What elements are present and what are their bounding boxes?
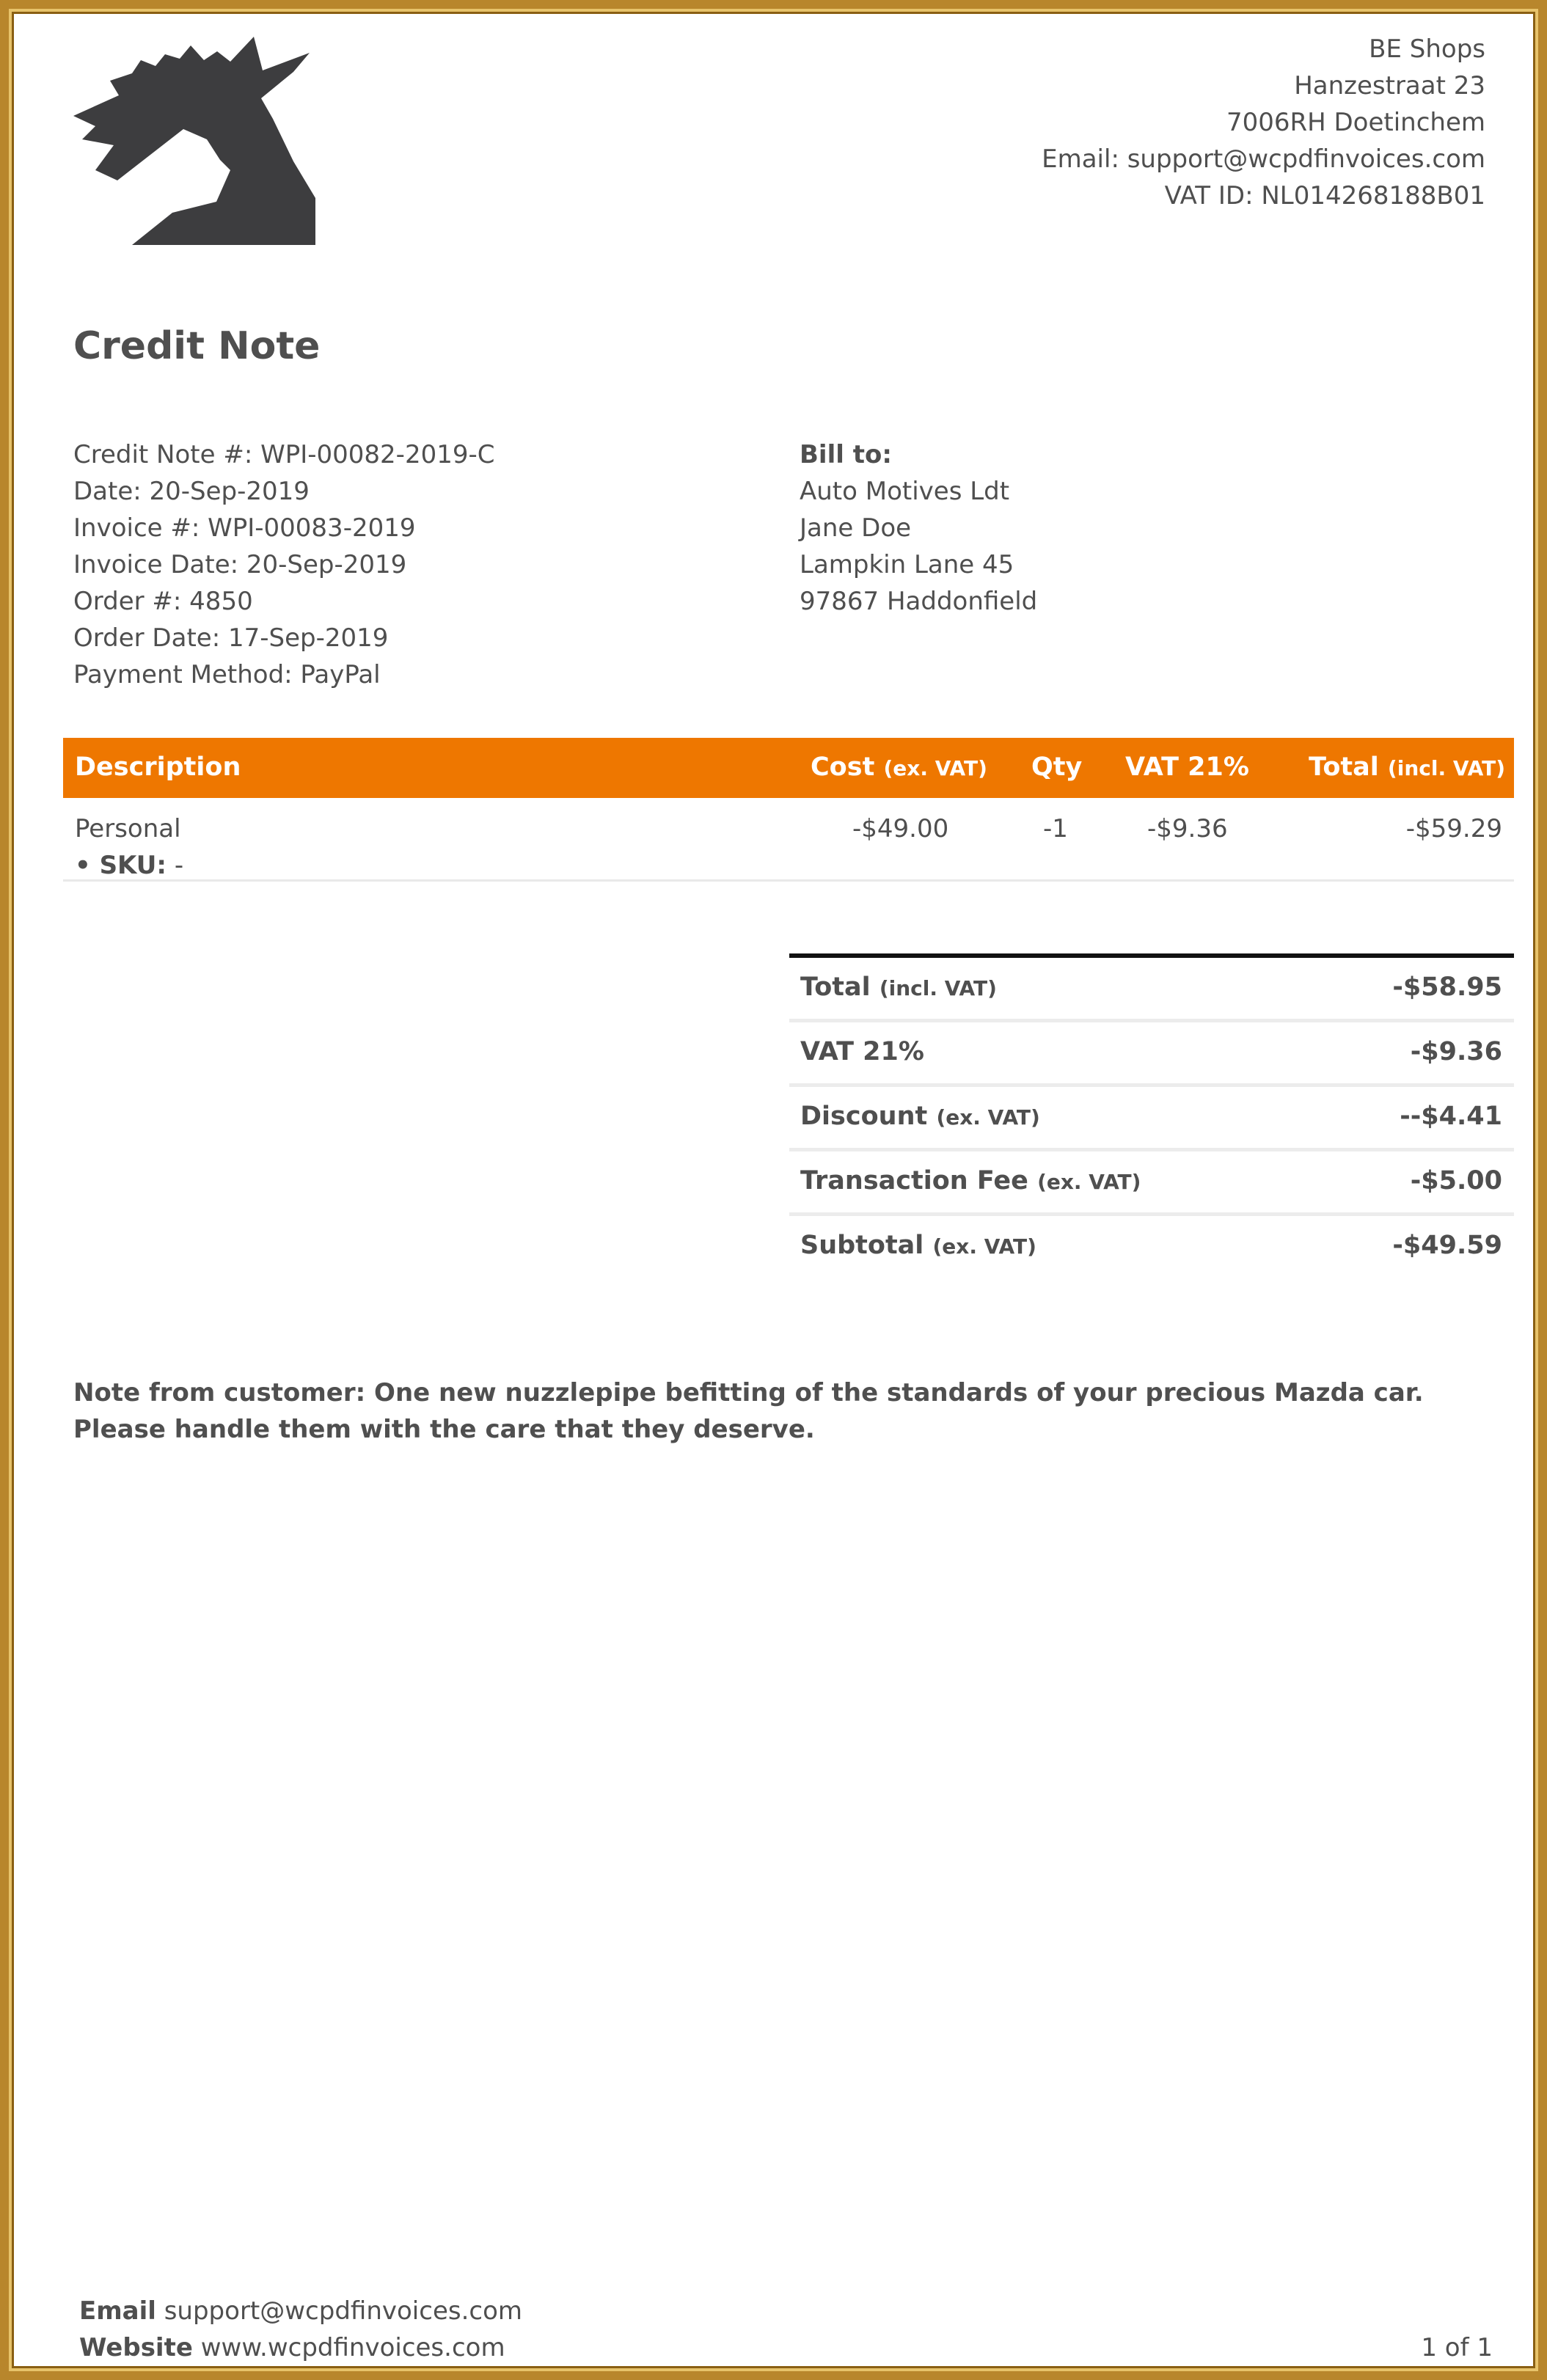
credit-note-number: Credit Note #: WPI-00082-2019-C [73,440,495,469]
order-date: Order Date: 17-Sep-2019 [73,623,389,653]
bill-to-street: Lampkin Lane 45 [800,550,1014,579]
logo-shape [73,37,315,245]
shop-street: Hanzestraat 23 [1294,71,1485,100]
bill-to-label: Bill to: [800,440,892,469]
totals-row-vat [789,1022,1514,1087]
item-qty: -1 [1043,814,1068,843]
shop-name: BE Shops [1369,34,1485,64]
table-row [63,798,1514,882]
invoice-date: Invoice Date: 20-Sep-2019 [73,550,407,579]
vat-label [800,1037,924,1066]
footer-email-value: support@wcpdfinvoices.com [156,2296,522,2326]
customer-note [73,1374,1504,1448]
header-cost [811,753,987,782]
footer-website-value: www.wcpdfinvoices.com [192,2333,505,2362]
subtotal-label-text: Subtotal [800,1231,924,1260]
bill-to-address [800,436,1037,620]
item-sku [75,851,183,880]
header-cost-note: (ex. VAT) [883,756,987,780]
totals-table [789,953,1514,1281]
silhouette-head-logo [73,37,315,249]
item-description: Personal [75,814,181,843]
header-total-note: (incl. VAT) [1387,756,1505,780]
items-table-header [63,738,1514,798]
totals-row-total [789,958,1514,1022]
item-vat: -$9.36 [1147,814,1228,843]
totals-row-transaction-fee [789,1151,1514,1216]
footer-website [79,2329,522,2366]
subtotal-label-note: (ex. VAT) [932,1234,1036,1259]
page-number: 1 of 1 [1421,2333,1493,2362]
document-title: Credit Note [73,324,321,368]
footer-email [79,2293,522,2329]
vat-label-text: VAT 21% [800,1037,924,1066]
order-meta [73,436,494,693]
subtotal-value: -$49.59 [1392,1231,1502,1260]
total-label [800,973,997,1002]
item-cost: -$49.00 [852,814,949,843]
item-sku-value: - [167,851,184,880]
footer-email-label: Email [79,2296,156,2326]
header-description: Description [75,753,241,782]
discount-value: --$4.41 [1400,1102,1502,1131]
discount-label [800,1102,1040,1131]
transaction-fee-label-note: (ex. VAT) [1037,1170,1141,1194]
vat-value: -$9.36 [1410,1037,1502,1066]
discount-label-text: Discount [800,1102,928,1131]
invoice-number: Invoice #: WPI-00083-2019 [73,513,416,543]
shop-address [1042,31,1485,214]
payment-method: Payment Method: PayPal [73,660,381,689]
subtotal-label [800,1231,1036,1260]
credit-note-date: Date: 20-Sep-2019 [73,477,310,506]
customer-note-line-1: Note from customer: One new nuzzlepipe befitting of the standards of your precious Mazda car. [73,1378,1424,1407]
total-value: -$58.95 [1392,973,1502,1002]
items-table [63,738,1514,882]
header-vat: VAT 21% [1125,753,1249,782]
header-total-label: Total [1309,753,1379,782]
bill-to-name: Jane Doe [800,513,912,543]
bill-to-city: 97867 Haddonfield [800,587,1038,616]
transaction-fee-value: -$5.00 [1410,1166,1502,1196]
header-cost-label: Cost [811,753,875,782]
shop-vat-id: VAT ID: NL014268188B01 [1164,181,1485,210]
bill-to-company: Auto Motives Ldt [800,477,1010,506]
total-label-note: (incl. VAT) [879,976,997,1000]
shop-city: 7006RH Doetinchem [1226,108,1485,137]
transaction-fee-label-text: Transaction Fee [800,1166,1028,1196]
totals-row-subtotal [789,1216,1514,1281]
transaction-fee-label [800,1166,1141,1196]
total-label-text: Total [800,973,871,1002]
header-total [1309,753,1505,782]
order-number: Order #: 4850 [73,587,253,616]
shop-email: Email: support@wcpdfinvoices.com [1042,144,1485,174]
customer-note-line-2: Please handle them with the care that they deserve. [73,1415,815,1444]
item-sku-label: • SKU: [75,851,167,880]
footer [79,2293,522,2366]
header-qty: Qty [1031,753,1083,782]
discount-label-note: (ex. VAT) [936,1105,1040,1129]
totals-row-discount [789,1087,1514,1151]
item-total: -$59.29 [1405,814,1502,843]
footer-website-label: Website [79,2333,193,2362]
